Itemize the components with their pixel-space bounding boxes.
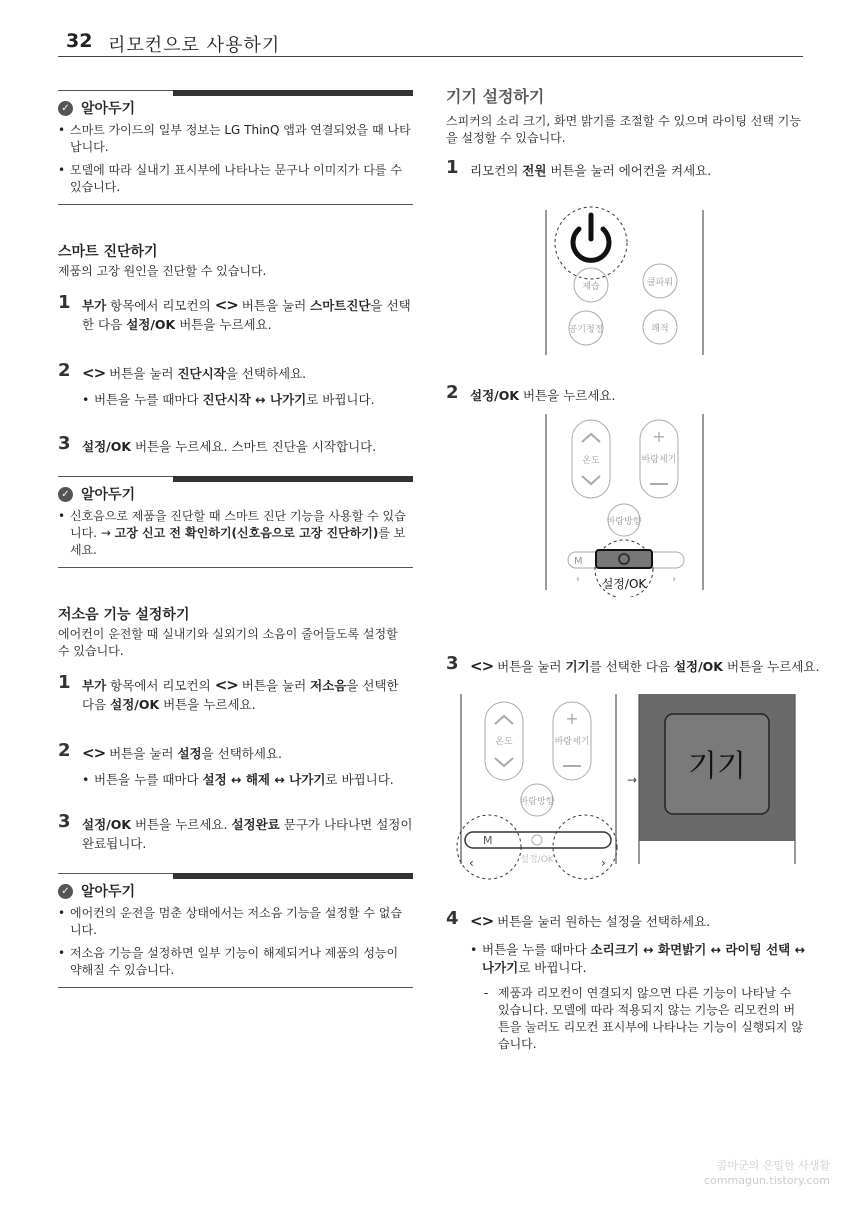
step-3: 3 <> 버튼을 눌러 기기를 선택한 다음 설정/OK 버튼을 누르세요.: [446, 653, 820, 675]
air-clean-button: 공기청정: [568, 325, 604, 335]
svg-text:바람세기: 바람세기: [554, 737, 590, 747]
step-4-block: [446, 908, 806, 1053]
step-3: 3 설정/OK 버튼을 누르세요. 설정완료 문구가 나타나면 설정이 완료됩니다.: [58, 811, 413, 851]
svg-text:›: ›: [601, 856, 606, 870]
remote-device-figure: [455, 692, 800, 887]
svg-text:+: +: [565, 709, 579, 728]
comfort-button: 쾌적: [651, 324, 669, 334]
left-right-arrows-icon: <>: [82, 744, 106, 762]
step-1: 1 리모컨의 전원 버튼을 눌러 에어컨을 켜세요.: [446, 157, 712, 178]
svg-text:온도: 온도: [495, 737, 513, 747]
wind-direction-button: 바람방향: [606, 517, 642, 527]
svg-text:‹: ‹: [469, 856, 474, 870]
left-right-arrows-icon: <>: [214, 296, 238, 314]
device-settings-section: [446, 84, 806, 180]
note-box-1: [58, 90, 413, 205]
note-item: • 모델에 따라 실내기 표시부에 나타나는 문구나 이미지가 다를 수 있습니다.: [58, 162, 413, 196]
power-icon: [573, 215, 609, 260]
note-item: • 신호음으로 제품을 진단할 때 스마트 진단 기능을 사용할 수 있습니다. → 고장 신고 전 확인하기(신호음으로 고장 진단하기)를 보세요.: [58, 508, 413, 559]
step-4-dash-note: - 제품과 리모컨이 연결되지 않으면 다른 기능이 나타날 수 있습니다. 모델에 따라 적용되지 않는 기능은 리모컨의 버튼을 눌러도 리모컨 표시부에 나타나는 기능이 실행되지 않습니다.: [484, 985, 806, 1053]
svg-text:›: ›: [672, 574, 676, 585]
step-3: 3 설정/OK 버튼을 누르세요. 스마트 진단을 시작합니다.: [58, 433, 377, 454]
svg-text:바람방향: 바람방향: [519, 797, 555, 807]
section-desc: 스피커의 소리 크기, 화면 밝기를 조절할 수 있으며 라이팅 선택 기능을 설정할 수 있습니다.: [446, 114, 801, 145]
arrow-right-icon: →: [627, 773, 638, 787]
remote-power-figure: [540, 205, 710, 355]
note-box-2: [58, 476, 413, 568]
wind-speed-button: 바람세기: [641, 455, 677, 465]
note-title: 알아두기: [81, 884, 136, 900]
note-item: • 스마트 가이드의 일부 정보는 LG ThinQ 앱과 연결되었을 때 나타납니다.: [58, 122, 413, 156]
note-title: 알아두기: [81, 487, 136, 503]
section-title: 스마트 진단하기: [58, 244, 158, 260]
svg-text:설정/OK: 설정/OK: [520, 855, 554, 865]
step-2: 2 <> 버튼을 눌러 설정을 선택하세요.: [58, 740, 282, 762]
svg-text:+: +: [652, 427, 666, 446]
left-right-arrows-icon: <>: [470, 912, 494, 930]
section-title: 기기 설정하기: [446, 87, 545, 106]
section-desc: 에어컨이 운전할 때 실내기와 실외기의 소음이 줄어들도록 설정할 수 있습니다.: [58, 627, 398, 658]
display-text: 기기: [688, 749, 746, 784]
step-4-sub: • 버튼을 누를 때마다 소리크기 ↔ 화면밝기 ↔ 라이팅 선택 ↔ 나가기로 바뀝니다.: [470, 941, 806, 977]
header-rule: [58, 56, 803, 57]
left-column: [58, 90, 413, 988]
left-right-arrows-icon: <>: [470, 657, 494, 675]
quiet-mode-section: [58, 604, 413, 853]
step-1: 1 부가 항목에서 리모컨의 <> 버튼을 눌러 저소음을 선택한 다음 설정/OK 버튼을 누르세요.: [58, 672, 399, 712]
svg-text:M: M: [574, 556, 583, 567]
svg-text:M: M: [483, 834, 493, 847]
svg-text:‹: ‹: [576, 574, 580, 585]
left-right-arrows-icon: <>: [214, 676, 238, 694]
dehumidify-button: 제습: [582, 282, 600, 292]
temp-button: 온도: [582, 456, 600, 466]
note-box-3: [58, 873, 413, 988]
section-desc: 제품의 고장 원인을 진단할 수 있습니다.: [58, 264, 267, 278]
check-icon: ✓: [58, 487, 73, 502]
page-title: 리모컨으로 사용하기: [108, 35, 281, 56]
step-2-sub: • 버튼을 누를 때마다 설정 ↔ 해제 ↔ 나가기로 바뀝니다.: [82, 771, 413, 789]
page-number: 32: [66, 30, 93, 52]
watermark: 콤마군의 은밀한 사생활 commagun.tistory.com: [704, 1159, 830, 1187]
left-right-arrows-icon: <>: [82, 364, 106, 382]
check-icon: ✓: [58, 884, 73, 899]
step-2-sub: • 버튼을 누를 때마다 진단시작 ↔ 나가기로 바뀝니다.: [82, 391, 413, 409]
section-title: 저소음 기능 설정하기: [58, 607, 190, 623]
check-icon: ✓: [58, 101, 73, 116]
remote-ok-figure: [540, 412, 710, 597]
step-2: 2 <> 버튼을 눌러 진단시작을 선택하세요.: [58, 360, 307, 382]
step-4: 4 <> 버튼을 눌러 원하는 설정을 선택하세요.: [446, 908, 711, 930]
note-title: 알아두기: [81, 101, 136, 117]
note-item: • 에어컨의 운전을 멈춘 상태에서는 저소음 기능을 설정할 수 없습니다.: [58, 905, 413, 939]
note-item: • 저소음 기능을 설정하면 일부 기능이 해제되거나 제품의 성능이 약해질 수 있습니다.: [58, 945, 413, 979]
smart-diagnosis-section: [58, 241, 413, 456]
step-1: 1 부가 항목에서 리모컨의 <> 버튼을 눌러 스마트진단을 선택한 다음 설정/OK 버튼을 누르세요.: [58, 292, 411, 332]
ok-button-label: 설정/OK: [601, 577, 647, 591]
step-2: 2 설정/OK 버튼을 누르세요.: [446, 382, 616, 403]
cool-power-button: 쿨파워: [646, 278, 674, 288]
